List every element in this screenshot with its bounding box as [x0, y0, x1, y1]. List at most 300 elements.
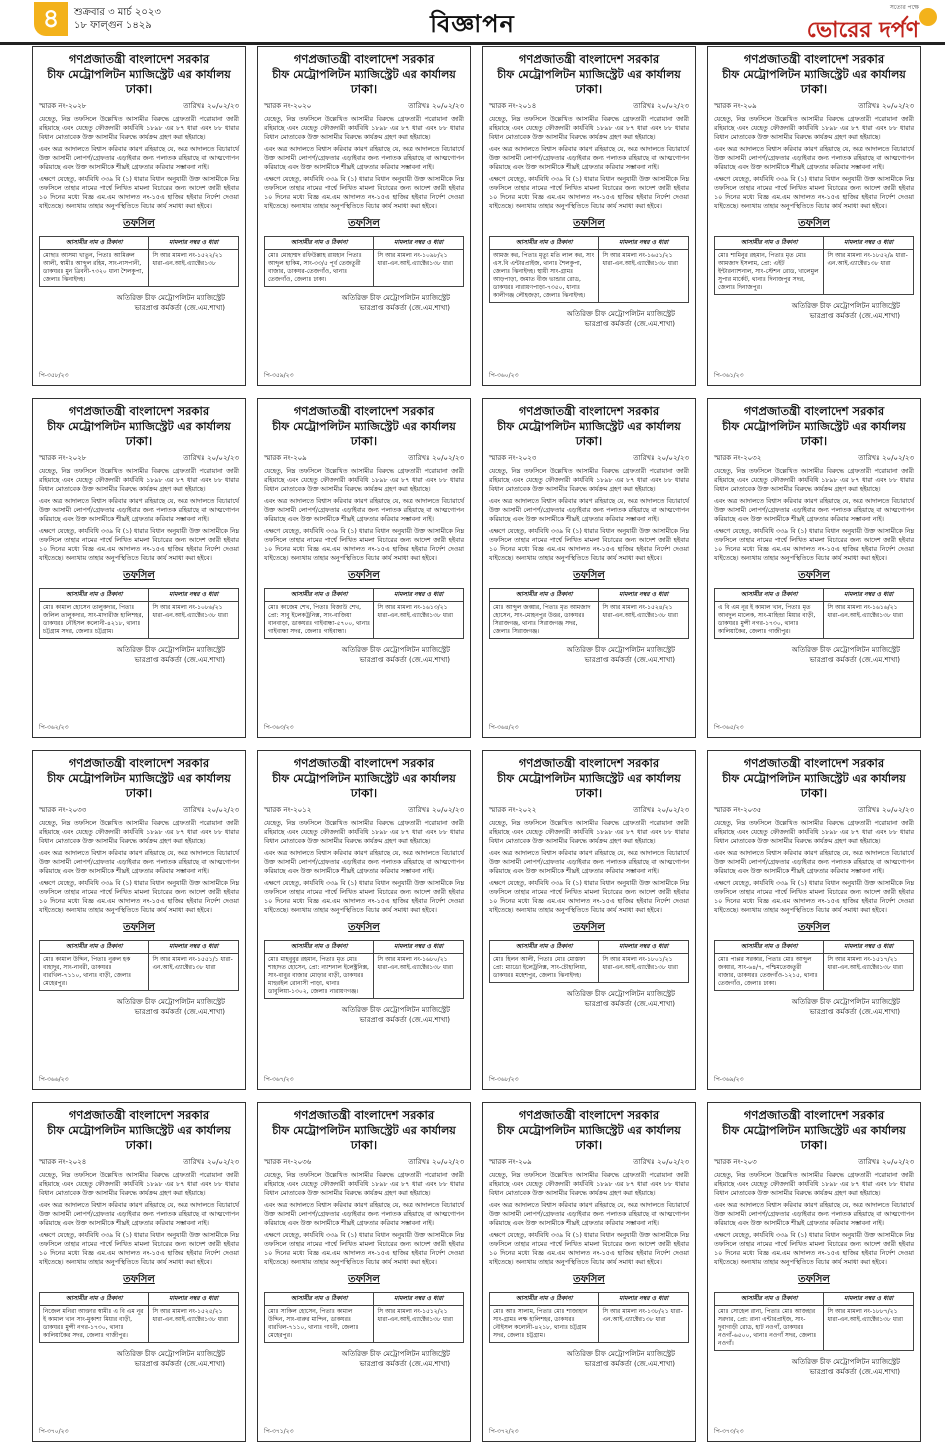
notice-card	[257, 1102, 471, 1442]
table-row	[715, 954, 914, 991]
signature-officer: ভারপ্রাপ্ত কর্মকর্তা (জে.এম.শাখা)	[134, 304, 225, 312]
signature-title: অতিরিক্ত চীফ মেট্রোপলিটন ম্যাজিস্ট্রেট	[116, 646, 225, 654]
notice-para-2: এবং অত্র আদালতে বিশ্বাস করিবার কারণ রহিয়াছে যে, অত্র আদালতে বিচারার্থে উক্ত আসামী লোপর্ণ/গ্রেফতার এড়াইবার জন্য পলাতক রহিয়াছে বা আত্মগোপন করিয়াছে এবং উক্ত আসামীকে শীঘ্রই গ্রেফতার করিবার সম্ভাবনা নাই।	[714, 498, 914, 523]
notice-office: চীফ মেট্রোপলিটন ম্যাজিস্ট্রেট এর কার্যালয়	[722, 772, 906, 785]
accused-details: মোঃ মাহবুবুর রহমান, পিতাঃ মৃত মোঃ শাহাদত হোসেন, প্রো: ন্যাশনাল ইলেক্ট্রনিক্স, সাং-বাবুর বাজার মোড়ার বাড়ী, ডাকঘরঃ মাহুরইল রোনাসী পাড়া, থানাঃ ডাবুলিয়া-১৩০২, জেলাঃ নারায়ণগঞ্জ।	[265, 954, 374, 999]
case-details: সি আর মামলা নং-১৮৫২/৯ ধারা-এন.আই.এ্যাক্টের১৩৮ ধারা	[824, 250, 914, 295]
notice-para-2: এবং অত্র আদালতে বিশ্বাস করিবার কারণ রহিয়াছে যে, অত্র আদালতে বিচারার্থে উক্ত আসামী লোপর্ণ/গ্রেফতার এড়াইবার জন্য পলাতক রহিয়াছে বা আত্মগোপন করিয়াছে এবং উক্ত আসামীকে শীঘ্রই গ্রেফতার করিবার সম্ভাবনা নাই।	[714, 146, 914, 171]
table-header-row	[715, 237, 914, 250]
notice-card	[707, 750, 921, 1090]
accused-details: মোঃ মোহাম্মদ রফিউল্লাহ রায়হান পিতাঃ আব্দুল হাকিম, সাং-৩৩/৫ পূর্ব তেজতুরী বাজার, ডাকঘর-তেজগাঁও, থানাঃ তেজগাঁও, জেলাঃ ঢাকা।	[265, 250, 374, 287]
case-details: সি আর মামলা নং-১০৯৮/২১ ধারা-এন.আই.এ্যাক্টের১৩৮ ধারা	[374, 250, 464, 287]
signature-block	[714, 301, 914, 321]
notice-para-2: এবং অত্র আদালতে বিশ্বাস করিবার কারণ রহিয়াছে যে, অত্র আদালতে বিচারার্থে উক্ত আসামী লোপর্ণ/গ্রেফতার এড়াইবার জন্য পলাতক রহিয়াছে বা আত্মগোপন করিয়াছে এবং উক্ত আসামীকে শীঘ্রই গ্রেফতার করিবার সম্ভাবনা নাই।	[39, 1202, 239, 1227]
table-row	[40, 954, 239, 991]
signature-title: অতিরিক্ত চীফ মেট্রোপলিটন ম্যাজিস্ট্রেট	[791, 302, 900, 310]
notice-city: ঢাকা।	[125, 1138, 153, 1152]
table-header-row	[490, 1293, 689, 1306]
date-gregorian: শুক্রবার ৩ মার্চ ২০২৩	[74, 7, 161, 18]
table-row	[490, 954, 689, 983]
col-case: মামলার নম্বর ও ধারা	[374, 589, 464, 602]
notice-date: তারিখঃ ২০/০২/২৩	[183, 1158, 239, 1166]
schedule-table	[489, 1292, 689, 1343]
col-case: মামলার নম্বর ও ধারা	[374, 237, 464, 250]
col-accused: আসামীর নাম ও ঠিকানা	[490, 941, 599, 954]
notice-ref: স্মারক নং-২০২০	[264, 102, 312, 110]
notice-office: চীফ মেট্রোপলিটন ম্যাজিস্ট্রেট এর কার্যালয়	[272, 68, 456, 81]
case-details: সি আর মামলা নং-১৫২৪/২১ ধারা-এন.আই.এ্যাক্টের১৩৮ ধারা	[599, 602, 689, 639]
table-row	[265, 1306, 464, 1343]
col-case: মামলার নম্বর ও ধারা	[149, 589, 239, 602]
notice-para-1: যেহেতু, নিম্ন তফসিলে উল্লেখিত আসামীর বিরুদ্ধে গ্রেফতারী পরোয়ানা জারী রহিয়াছে এবং যেহেতু ফৌজদারী কার্যবিধি ১৮৯৮ এর ৮৭ ধারা এবং ৮৮ ধারার বিধান মোতাবেক উক্ত আসামীর বিরুদ্ধে কার্যক্রম গ্রহণ করা হইয়াছে।	[264, 116, 464, 141]
signature-title: অতিরিক্ত চীফ মেট্রোপলিটন ম্যাজিস্ট্রেট	[791, 646, 900, 654]
notice-card	[707, 398, 921, 738]
col-accused: আসামীর নাম ও ঠিকানা	[715, 237, 824, 250]
schedule-heading: তফসিল	[348, 1274, 380, 1285]
col-case: মামলার নম্বর ও ধারা	[599, 1293, 689, 1306]
notice-gov: গণপ্রজাতন্ত্রী বাংলাদেশ সরকার	[518, 1108, 660, 1122]
signature-title: অতিরিক্ত চীফ মেট্রোপলিটন ম্যাজিস্ট্রেট	[116, 294, 225, 302]
notice-office: চীফ মেট্রোপলিটন ম্যাজিস্ট্রেট এর কার্যালয়	[47, 772, 231, 785]
notice-para-1: যেহেতু, নিম্ন তফসিলে উল্লেখিত আসামীর বিরুদ্ধে গ্রেফতারী পরোয়ানা জারী রহিয়াছে এবং যেহেতু ফৌজদারী কার্যবিধি ১৮৯৮ এর ৮৭ ধারা এবং ৮৮ ধারার বিধান মোতাবেক উক্ত আসামীর বিরুদ্ধে কার্যক্রম গ্রহণ করা হইয়াছে।	[489, 116, 689, 141]
signature-block	[264, 1005, 464, 1025]
table-row	[40, 602, 239, 639]
col-accused: আসামীর নাম ও ঠিকানা	[40, 941, 149, 954]
notice-gov: গণপ্রজাতন্ত্রী বাংলাদেশ সরকার	[293, 1108, 435, 1122]
notice-para-3: এক্ষণে যেহেতু, কার্যবিধি ৩৩৯ বি (১) ধারার বিধান অনুযায়ী উক্ত আসামীকে নিম্ন তফসিলে তাহার নামের পার্শ্বে লিখিত মামলা বিচারের জন্য আদেশ জারী হইবার ১০ দিনের মধ্যে বিজ্ঞ এম.এম আদালত নং-১৫এ হাজির হইবার নির্দেশ দেওয়া যাইতেছে। অন্যথায় তাহার অনুপস্থিতিতে বিচার কার্য সমাধা করা হইবে।	[489, 1232, 689, 1266]
signature-block	[714, 645, 914, 665]
notice-para-2: এবং অত্র আদালতে বিশ্বাস করিবার কারণ রহিয়াছে যে, অত্র আদালতে বিচারার্থে উক্ত আসামী লোপর্ণ/গ্রেফতার এড়াইবার জন্য পলাতক রহিয়াছে বা আত্মগোপন করিয়াছে এবং উক্ত আসামীকে শীঘ্রই গ্রেফতার করিবার সম্ভাবনা নাই।	[264, 850, 464, 875]
notice-para-2: এবং অত্র আদালতে বিশ্বাস করিবার কারণ রহিয়াছে যে, অত্র আদালতে বিচারার্থে উক্ত আসামী লোপর্ণ/গ্রেফতার এড়াইবার জন্য পলাতক রহিয়াছে বা আত্মগোপন করিয়াছে এবং উক্ত আসামীকে শীঘ্রই গ্রেফতার করিবার সম্ভাবনা নাই।	[489, 850, 689, 875]
table-header-row	[715, 589, 914, 602]
notice-para-1: যেহেতু, নিম্ন তফসিলে উল্লেখিত আসামীর বিরুদ্ধে গ্রেফতারী পরোয়ানা জারী রহিয়াছে এবং যেহেতু ফৌজদারী কার্যবিধি ১৮৯৮ এর ৮৭ ধারা এবং ৮৮ ধারার বিধান মোতাবেক উক্ত আসামীর বিরুদ্ধে কার্যক্রম গ্রহণ করা হইয়াছে।	[264, 820, 464, 845]
case-details: সি আর মামলা নং-১৫৫১/১ ধারা-এন.আই.এ্যাক্টের১৩৮ ধারা	[149, 954, 239, 991]
accused-details: আমজ কর, পিতাঃ মৃত্যু মতি লাল কর, সাং এস.বি এন্টারপ্রাইজ, থানাঃ শৈলকুপা, জেলাঃ ঝিনাইদহ। স্থায়ী সাং-গ্রামঃ আড়পাড়া, জমাত বীজ ভান্ডার রোড, ডাকঘরঃ নারায়ণপাড়া-৭৩৫০, ধানাঃ কালীগঞ্জ লৌহজড়া, জেলাঃ ঝিনাইদহ।	[490, 250, 599, 303]
table-row	[490, 1306, 689, 1343]
notice-ref-row	[39, 100, 239, 112]
notice-gov: গণপ্রজাতন্ত্রী বাংলাদেশ সরকার	[293, 404, 435, 418]
notice-card	[707, 46, 921, 386]
signature-block	[714, 997, 914, 1017]
notice-code: পি-৩৭২/২৩	[489, 1428, 519, 1435]
notice-office: চীফ মেট্রোপলিটন ম্যাজিস্ট্রেট এর কার্যালয়	[497, 772, 681, 785]
notice-para-1: যেহেতু, নিম্ন তফসিলে উল্লেখিত আসামীর বিরুদ্ধে গ্রেফতারী পরোয়ানা জারী রহিয়াছে এবং যেহেতু ফৌজদারী কার্যবিধি ১৮৯৮ এর ৮৭ ধারা এবং ৮৮ ধারার বিধান মোতাবেক উক্ত আসামীর বিরুদ্ধে কার্যক্রম গ্রহণ করা হইয়াছে।	[39, 116, 239, 141]
notice-office: চীফ মেট্রোপলিটন ম্যাজিস্ট্রেট এর কার্যালয়	[272, 420, 456, 433]
accused-details: মোঃ সোহেল রানা, পিতাঃ মোঃ আজহার সরদার, প্রো: রানা এন্টারপ্রাইজ, সাং-দুবাগাড়ী রোড, হাট নওগাঁ, ডাকঘরঃ নওগাঁ-৬৫০০, থানাঃ নওগাঁ সদর, জেলাঃ নওগাঁ।	[715, 1306, 824, 1351]
signature-block	[264, 1349, 464, 1369]
signature-block	[489, 1349, 689, 1369]
accused-details: নিজেল মনিরা আক্তার স্বামীঃ এ বি এম নূর ই কামাল খান সাং-মুকাশা মিয়ার বাড়ী, ডাকঘরঃ মুন্সী নগর-১৭৩০, থানাঃ কালিয়াকৈর সদর, জেলাঃ গাজীপুর।	[40, 1306, 149, 1343]
notice-ref: স্মারক নং-২০৩	[714, 1158, 757, 1166]
signature-officer: ভারপ্রাপ্ত কর্মকর্তা (জে.এম.শাখা)	[134, 1360, 225, 1368]
section-title: বিজ্ঞাপন	[430, 10, 515, 38]
table-row	[40, 1306, 239, 1343]
notice-date: তারিখঃ ২০/০২/২৩	[633, 102, 689, 110]
schedule-heading: তফসিল	[348, 218, 380, 229]
notice-para-2: এবং অত্র আদালতে বিশ্বাস করিবার কারণ রহিয়াছে যে, অত্র আদালতে বিচারার্থে উক্ত আসামী লোপর্ণ/গ্রেফতার এড়াইবার জন্য পলাতক রহিয়াছে বা আত্মগোপন করিয়াছে এবং উক্ত আসামীকে শীঘ্রই গ্রেফতার করিবার সম্ভাবনা নাই।	[489, 146, 689, 171]
notice-date: তারিখঃ ২০/০২/২৩	[183, 102, 239, 110]
notice-para-3: এক্ষণে যেহেতু, কার্যবিধি ৩৩৯ বি (১) ধারার বিধান অনুযায়ী উক্ত আসামীকে নিম্ন তফসিলে তাহার নামের পার্শ্বে লিখিত মামলা বিচারের জন্য আদেশ জারী হইবার ১০ দিনের মধ্যে বিজ্ঞ এম.এম আদালত নং-১৫এ হাজির হইবার নির্দেশ দেওয়া যাইতেছে। অন্যথায় তাহার অনুপস্থিতিতে বিচার কার্য সমাধা করা হইবে।	[489, 528, 689, 562]
notice-card	[482, 750, 696, 1090]
accused-details: মোঃ আঃ সালাম, পিতাঃ মোঃ শাজাহান সাং-গ্রামঃ লক্ষ হালিশহর, ডাকঘরঃ নৌইসল কলোনী-৪২১৮, থানাঃ চট্টগ্রাম সদর, জেলাঃ চট্টগ্রাম।	[490, 1306, 599, 1343]
notice-card	[32, 1102, 246, 1442]
schedule-table	[714, 1292, 914, 1351]
notice-date: তারিখঃ ২০/০২/২৩	[858, 1158, 914, 1166]
accused-details: মোঃ হিলন আলী, পিতাঃ মোঃ মোস্তফা প্রো: ম্যাডো ইলেট্রনিক্স, সাং-চৌহালিয়া, ডাকঘরঃ মহেশপুর, জেলাঃ ঝিনাইদহ।	[490, 954, 599, 983]
notice-office: চীফ মেট্রোপলিটন ম্যাজিস্ট্রেট এর কার্যালয়	[47, 420, 231, 433]
table-header-row	[40, 589, 239, 602]
col-case: মামলার নম্বর ও ধারা	[149, 237, 239, 250]
notice-date: তারিখঃ ২০/০২/২৩	[408, 454, 464, 462]
notice-gov: গণপ্রজাতন্ত্রী বাংলাদেশ সরকার	[743, 1108, 885, 1122]
notice-para-2: এবং অত্র আদালতে বিশ্বাস করিবার কারণ রহিয়াছে যে, অত্র আদালতে বিচারার্থে উক্ত আসামী লোপর্ণ/গ্রেফতার এড়াইবার জন্য পলাতক রহিয়াছে বা আত্মগোপন করিয়াছে এবং উক্ত আসামীকে শীঘ্রই গ্রেফতার করিবার সম্ভাবনা নাই।	[264, 498, 464, 523]
notice-ref-row	[489, 452, 689, 464]
notice-card	[32, 398, 246, 738]
signature-block	[264, 645, 464, 665]
notice-city: ঢাকা।	[125, 786, 153, 800]
notice-para-1: যেহেতু, নিম্ন তফসিলে উল্লেখিত আসামীর বিরুদ্ধে গ্রেফতারী পরোয়ানা জারী রহিয়াছে এবং যেহেতু ফৌজদারী কার্যবিধি ১৮৯৮ এর ৮৭ ধারা এবং ৮৮ ধারার বিধান মোতাবেক উক্ত আসামীর বিরুদ্ধে কার্যক্রম গ্রহণ করা হইয়াছে।	[489, 468, 689, 493]
notice-ref: স্মারক নং-২০২২	[489, 806, 537, 814]
schedule-table	[39, 236, 239, 287]
schedule-heading: তফসিল	[573, 1274, 605, 1285]
notice-ref: স্মারক নং-২০৯	[714, 102, 757, 110]
signature-block	[264, 293, 464, 313]
notice-gov: গণপ্রজাতন্ত্রী বাংলাদেশ সরকার	[293, 756, 435, 770]
signature-title: অতিরিক্ত চীফ মেট্রোপলিটন ম্যাজিস্ট্রেট	[791, 998, 900, 1006]
accused-details: এ বি এম নূর ই কামাল খান, পিতাঃ মৃত আবদুল মালেক, সাং-মাহিন্দ্রা মিয়ার বাড়ী, ডাকঘরঃ মুন্সী নগর-১৭৩০, থানাঃ কালিয়াকৈর, জেলাঃ গাজীপুর।	[715, 602, 824, 639]
case-details: সি আর মামলা নং-১৫১৭/২১ ধারা-এন.আই.এ্যাক্টের১৩৮ ধারা	[824, 954, 914, 991]
notice-date: তারিখঃ ২০/০২/২৩	[183, 806, 239, 814]
schedule-table	[39, 588, 239, 639]
col-accused: আসামীর নাম ও ঠিকানা	[265, 589, 374, 602]
notice-ref: স্মারক নং-২০২৪	[39, 1158, 87, 1166]
table-header-row	[265, 1293, 464, 1306]
notice-office: চীফ মেট্রোপলিটন ম্যাজিস্ট্রেট এর কার্যালয়	[272, 1124, 456, 1137]
signature-title: অতিরিক্ত চীফ মেট্রোপলিটন ম্যাজিস্ট্রেট	[341, 294, 450, 302]
table-row	[265, 602, 464, 639]
notice-gov: গণপ্রজাতন্ত্রী বাংলাদেশ সরকার	[68, 756, 210, 770]
signature-officer: ভারপ্রাপ্ত কর্মকর্তা (জে.এম.শাখা)	[584, 320, 675, 328]
schedule-table	[489, 236, 689, 303]
col-accused: আসামীর নাম ও ঠিকানা	[40, 589, 149, 602]
notice-code: পি-৩৬১/২৩	[714, 372, 744, 379]
notice-code: পি-৩৬২/২৩	[39, 724, 69, 731]
notice-para-3: এক্ষণে যেহেতু, কার্যবিধি ৩৩৯ বি (১) ধারার বিধান অনুযায়ী উক্ত আসামীকে নিম্ন তফসিলে তাহার নামের পার্শ্বে লিখিত মামলা বিচারের জন্য আদেশ জারী হইবার ১০ দিনের মধ্যে বিজ্ঞ এম.এম আদালত নং-১৫এ হাজির হইবার নির্দেশ দেওয়া যাইতেছে। অন্যথায় তাহার অনুপস্থিতিতে বিচার কার্য সমাধা করা হইবে।	[39, 1232, 239, 1266]
schedule-table	[714, 588, 914, 639]
notice-office: চীফ মেট্রোপলিটন ম্যাজিস্ট্রেট এর কার্যালয়	[272, 772, 456, 785]
schedule-heading: তফসিল	[798, 570, 830, 581]
schedule-table	[39, 940, 239, 991]
table-header-row	[490, 237, 689, 250]
accused-details: মোঃ আব্দুল জব্বার, পিতাঃ মৃত আমজাদ হোসেন, সাং-মোহনপুর উত্তর, ডাকঘরঃ সিরাজগঞ্জ, থানাঃ সিরাজগঞ্জ সদর, জেলাঃ সিরাজগঞ্জ।	[490, 602, 599, 639]
notice-para-3: এক্ষণে যেহেতু, কার্যবিধি ৩৩৯ বি (১) ধারার বিধান অনুযায়ী উক্ত আসামীকে নিম্ন তফসিলে তাহার নামের পার্শ্বে লিখিত মামলা বিচারের জন্য আদেশ জারী হইবার ১০ দিনের মধ্যে বিজ্ঞ এম.এম আদালত নং-১৫এ হাজির হইবার নির্দেশ দেওয়া যাইতেছে। অন্যথায় তাহার অনুপস্থিতিতে বিচার কার্য সমাধা করা হইবে।	[489, 176, 689, 210]
notice-para-1: যেহেতু, নিম্ন তফসিলে উল্লেখিত আসামীর বিরুদ্ধে গ্রেফতারী পরোয়ানা জারী রহিয়াছে এবং যেহেতু ফৌজদারী কার্যবিধি ১৮৯৮ এর ৮৭ ধারা এবং ৮৮ ধারার বিধান মোতাবেক উক্ত আসামীর বিরুদ্ধে কার্যক্রম গ্রহণ করা হইয়াছে।	[39, 820, 239, 845]
table-header-row	[40, 237, 239, 250]
notice-para-3: এক্ষণে যেহেতু, কার্যবিধি ৩৩৯ বি (১) ধারার বিধান অনুযায়ী উক্ত আসামীকে নিম্ন তফসিলে তাহার নামের পার্শ্বে লিখিত মামলা বিচারের জন্য আদেশ জারী হইবার ১০ দিনের মধ্যে বিজ্ঞ এম.এম আদালত নং-১৫এ হাজির হইবার নির্দেশ দেওয়া যাইতেছে। অন্যথায় তাহার অনুপস্থিতিতে বিচার কার্য সমাধা করা হইবে।	[264, 528, 464, 562]
signature-officer: ভারপ্রাপ্ত কর্মকর্তা (জে.এম.শাখা)	[359, 1360, 450, 1368]
case-details: সি আর মামলা নং-১৫১২/২১ ধারা-এন.আই.এ্যাক্টের১৩৮ ধারা	[374, 1306, 464, 1343]
notice-para-1: যেহেতু, নিম্ন তফসিলে উল্লেখিত আসামীর বিরুদ্ধে গ্রেফতারী পরোয়ানা জারী রহিয়াছে এবং যেহেতু ফৌজদারী কার্যবিধি ১৮৯৮ এর ৮৭ ধারা এবং ৮৮ ধারার বিধান মোতাবেক উক্ত আসামীর বিরুদ্ধে কার্যক্রম গ্রহণ করা হইয়াছে।	[264, 1172, 464, 1197]
notice-gov: গণপ্রজাতন্ত্রী বাংলাদেশ সরকার	[68, 1108, 210, 1122]
notice-date: তারিখঃ ২০/০২/২৩	[858, 806, 914, 814]
notice-para-2: এবং অত্র আদালতে বিশ্বাস করিবার কারণ রহিয়াছে যে, অত্র আদালতে বিচারার্থে উক্ত আসামী লোপর্ণ/গ্রেফতার এড়াইবার জন্য পলাতক রহিয়াছে বা আত্মগোপন করিয়াছে এবং উক্ত আসামীকে শীঘ্রই গ্রেফতার করিবার সম্ভাবনা নাই।	[489, 498, 689, 523]
col-accused: আসামীর নাম ও ঠিকানা	[715, 1293, 824, 1306]
signature-block	[39, 645, 239, 665]
case-details: সি আর মামলা নং-১৬৫১/২১ ধারা-এন.আই.এ্যাক্টের১৩৮ ধারা	[599, 250, 689, 303]
notice-card	[482, 46, 696, 386]
notice-date: তারিখঃ ২০/০২/২৩	[633, 454, 689, 462]
notice-para-2: এবং অত্র আদালতে বিশ্বাস করিবার কারণ রহিয়াছে যে, অত্র আদালতে বিচারার্থে উক্ত আসামী লোপর্ণ/গ্রেফতার এড়াইবার জন্য পলাতক রহিয়াছে বা আত্মগোপন করিয়াছে এবং উক্ত আসামীকে শীঘ্রই গ্রেফতার করিবার সম্ভাবনা নাই।	[39, 146, 239, 171]
col-accused: আসামীর নাম ও ঠিকানা	[40, 237, 149, 250]
schedule-heading: তফসিল	[123, 1274, 155, 1285]
table-header-row	[265, 237, 464, 250]
notice-para-2: এবং অত্র আদালতে বিশ্বাস করিবার কারণ রহিয়াছে যে, অত্র আদালতে বিচারার্থে উক্ত আসামী লোপর্ণ/গ্রেফতার এড়াইবার জন্য পলাতক রহিয়াছে বা আত্মগোপন করিয়াছে এবং উক্ত আসামীকে শীঘ্রই গ্রেফতার করিবার সম্ভাবনা নাই।	[264, 146, 464, 171]
notice-ref-row	[714, 804, 914, 816]
notice-ref-row	[39, 452, 239, 464]
notice-code: পি-৩৫৯/২৩	[264, 372, 294, 379]
case-details: সি আর মামলা নং-১৮৮৭/২১ ধারা-এন.আই.এ্যাক্টের১৩৮ ধারা	[824, 1306, 914, 1351]
signature-officer: ভারপ্রাপ্ত কর্মকর্তা (জে.এম.শাখা)	[809, 312, 900, 320]
notice-para-2: এবং অত্র আদালতে বিশ্বাস করিবার কারণ রহিয়াছে যে, অত্র আদালতে বিচারার্থে উক্ত আসামী লোপর্ণ/গ্রেফতার এড়াইবার জন্য পলাতক রহিয়াছে বা আত্মগোপন করিয়াছে এবং উক্ত আসামীকে শীঘ্রই গ্রেফতার করিবার সম্ভাবনা নাই।	[714, 850, 914, 875]
case-details: সি আর মামলা নং-১৮০১/২১ ধারা-এন.আই.এ্যাক্টের১৩৮ ধারা	[599, 954, 689, 983]
schedule-heading: তফসিল	[123, 570, 155, 581]
schedule-table	[264, 940, 464, 999]
col-case: মামলার নম্বর ও ধারা	[824, 1293, 914, 1306]
notice-grid	[32, 46, 922, 1442]
notice-city: ঢাকা।	[575, 82, 603, 96]
notice-para-2: এবং অত্র আদালতে বিশ্বাস করিবার কারণ রহিয়াছে যে, অত্র আদালতে বিচারার্থে উক্ত আসামী লোপর্ণ/গ্রেফতার এড়াইবার জন্য পলাতক রহিয়াছে বা আত্মগোপন করিয়াছে এবং উক্ত আসামীকে শীঘ্রই গ্রেফতার করিবার সম্ভাবনা নাই।	[39, 498, 239, 523]
accused-details: মোঃ সাকিল হোসেন, পিতাঃ কামাল উদ্দিন, সাং-বারুর মান্দিন, ডাকঘরঃ বারখিল-৭১১০, থানাঃ গাংনী, জেলাঃ মেহেরপুর।	[265, 1306, 374, 1343]
notice-para-1: যেহেতু, নিম্ন তফসিলে উল্লেখিত আসামীর বিরুদ্ধে গ্রেফতারী পরোয়ানা জারী রহিয়াছে এবং যেহেতু ফৌজদারী কার্যবিধি ১৮৯৮ এর ৮৭ ধারা এবং ৮৮ ধারার বিধান মোতাবেক উক্ত আসামীর বিরুদ্ধে কার্যক্রম গ্রহণ করা হইয়াছে।	[714, 1172, 914, 1197]
case-details: সি আর মামলা নং-১০৮৬/২১ ধারা-এন.আই.এ্যাক্টের১৩৮ ধারা	[149, 602, 239, 639]
notice-ref: স্মারক নং-২০৯	[264, 454, 307, 462]
notice-card	[257, 750, 471, 1090]
notice-ref-row	[489, 1156, 689, 1168]
notice-code: পি-৩৭৩/২৩	[714, 1428, 744, 1435]
notice-code: পি-৩৬৯/২৩	[714, 1076, 744, 1083]
signature-title: অতিরিক্ত চীফ মেট্রোপলিটন ম্যাজিস্ট্রেট	[341, 1006, 450, 1014]
notice-city: ঢাকা।	[350, 434, 378, 448]
table-row	[265, 250, 464, 287]
table-header-row	[490, 589, 689, 602]
notice-city: ঢাকা।	[800, 1138, 828, 1152]
notice-para-3: এক্ষণে যেহেতু, কার্যবিধি ৩৩৯ বি (১) ধারার বিধান অনুযায়ী উক্ত আসামীকে নিম্ন তফসিলে তাহার নামের পার্শ্বে লিখিত মামলা বিচারের জন্য আদেশ জারী হইবার ১০ দিনের মধ্যে বিজ্ঞ এম.এম আদালত নং-১৫এ হাজির হইবার নির্দেশ দেওয়া যাইতেছে। অন্যথায় তাহার অনুপস্থিতিতে বিচার কার্য সমাধা করা হইবে।	[714, 176, 914, 210]
col-case: মামলার নম্বর ও ধারা	[599, 237, 689, 250]
table-header-row	[715, 1293, 914, 1306]
notice-city: ঢাকা।	[350, 82, 378, 96]
notice-ref: স্মারক নং-২০২৮	[39, 102, 87, 110]
notice-ref: স্মারক নং-২০২৩	[489, 454, 537, 462]
signature-officer: ভারপ্রাপ্ত কর্মকর্তা (জে.এম.শাখা)	[134, 1008, 225, 1016]
signature-title: অতিরিক্ত চীফ মেট্রোপলিটন ম্যাজিস্ট্রেট	[566, 310, 675, 318]
logo-tagline: সত্যের পক্ষে	[889, 4, 919, 11]
col-case: মামলার নম্বর ও ধারা	[374, 1293, 464, 1306]
notice-gov: গণপ্রজাতন্ত্রী বাংলাদেশ সরকার	[743, 404, 885, 418]
table-row	[490, 602, 689, 639]
notice-para-3: এক্ষণে যেহেতু, কার্যবিধি ৩৩৯ বি (১) ধারার বিধান অনুযায়ী উক্ত আসামীকে নিম্ন তফসিলে তাহার নামের পার্শ্বে লিখিত মামলা বিচারের জন্য আদেশ জারী হইবার ১০ দিনের মধ্যে বিজ্ঞ এম.এম আদালত নং-১৫এ হাজির হইবার নির্দেশ দেওয়া যাইতেছে। অন্যথায় তাহার অনুপস্থিতিতে বিচার কার্য সমাধা করা হইবে।	[264, 176, 464, 210]
col-case: মামলার নম্বর ও ধারা	[599, 941, 689, 954]
table-row	[265, 954, 464, 999]
signature-block	[39, 293, 239, 313]
notice-card	[482, 398, 696, 738]
notice-ref: স্মারক নং-২০৩৩	[39, 806, 87, 814]
notice-para-1: যেহেতু, নিম্ন তফসিলে উল্লেখিত আসামীর বিরুদ্ধে গ্রেফতারী পরোয়ানা জারী রহিয়াছে এবং যেহেতু ফৌজদারী কার্যবিধি ১৮৯৮ এর ৮৭ ধারা এবং ৮৮ ধারার বিধান মোতাবেক উক্ত আসামীর বিরুদ্ধে কার্যক্রম গ্রহণ করা হইয়াছে।	[39, 1172, 239, 1197]
col-accused: আসামীর নাম ও ঠিকানা	[715, 589, 824, 602]
signature-officer: ভারপ্রাপ্ত কর্মকর্তা (জে.এম.শাখা)	[134, 656, 225, 664]
table-row	[490, 250, 689, 303]
signature-block	[714, 1357, 914, 1377]
notice-city: ঢাকা।	[350, 786, 378, 800]
schedule-table	[489, 940, 689, 983]
notice-gov: গণপ্রজাতন্ত্রী বাংলাদেশ সরকার	[743, 52, 885, 66]
notice-office: চীফ মেট্রোপলিটন ম্যাজিস্ট্রেট এর কার্যালয়	[47, 1124, 231, 1137]
signature-officer: ভারপ্রাপ্ত কর্মকর্তা (জে.এম.শাখা)	[809, 656, 900, 664]
signature-title: অতিরিক্ত চীফ মেট্রোপলিটন ম্যাজিস্ট্রেট	[566, 990, 675, 998]
col-case: মামলার নম্বর ও ধারা	[599, 589, 689, 602]
schedule-heading: তফসিল	[348, 922, 380, 933]
notice-office: চীফ মেট্রোপলিটন ম্যাজিস্ট্রেট এর কার্যালয়	[722, 68, 906, 81]
schedule-table	[264, 588, 464, 639]
table-row	[715, 602, 914, 639]
table-header-row	[490, 941, 689, 954]
table-row	[715, 1306, 914, 1351]
signature-title: অতিরিক্ত চীফ মেট্রোপলিটন ম্যাজিস্ট্রেট	[341, 1350, 450, 1358]
notice-city: ঢাকা।	[575, 434, 603, 448]
notice-para-1: যেহেতু, নিম্ন তফসিলে উল্লেখিত আসামীর বিরুদ্ধে গ্রেফতারী পরোয়ানা জারী রহিয়াছে এবং যেহেতু ফৌজদারী কার্যবিধি ১৮৯৮ এর ৮৭ ধারা এবং ৮৮ ধারার বিধান মোতাবেক উক্ত আসামীর বিরুদ্ধে কার্যক্রম গ্রহণ করা হইয়াছে।	[714, 820, 914, 845]
notice-city: ঢাকা।	[350, 1138, 378, 1152]
notice-ref: স্মারক নং-২০৩২	[714, 454, 762, 462]
notice-gov: গণপ্রজাতন্ত্রী বাংলাদেশ সরকার	[743, 756, 885, 770]
table-header-row	[40, 941, 239, 954]
schedule-heading: তফসিল	[123, 922, 155, 933]
col-case: মামলার নম্বর ও ধারা	[149, 1293, 239, 1306]
col-case: মামলার নম্বর ও ধারা	[824, 941, 914, 954]
col-case: মামলার নম্বর ও ধারা	[824, 237, 914, 250]
notice-para-3: এক্ষণে যেহেতু, কার্যবিধি ৩৩৯ বি (১) ধারার বিধান অনুযায়ী উক্ত আসামীকে নিম্ন তফসিলে তাহার নামের পার্শ্বে লিখিত মামলা বিচারের জন্য আদেশ জারী হইবার ১০ দিনের মধ্যে বিজ্ঞ এম.এম আদালত নং-১৫এ হাজির হইবার নির্দেশ দেওয়া যাইতেছে। অন্যথায় তাহার অনুপস্থিতিতে বিচার কার্য সমাধা করা হইবে।	[714, 1232, 914, 1266]
notice-ref-row	[39, 804, 239, 816]
notice-office: চীফ মেট্রোপলিটন ম্যাজিস্ট্রেট এর কার্যালয়	[722, 1124, 906, 1137]
notice-gov: গণপ্রজাতন্ত্রী বাংলাদেশ সরকার	[68, 52, 210, 66]
sun-logo-icon	[919, 8, 937, 26]
notice-para-3: এক্ষণে যেহেতু, কার্যবিধি ৩৩৯ বি (১) ধারার বিধান অনুযায়ী উক্ত আসামীকে নিম্ন তফসিলে তাহার নামের পার্শ্বে লিখিত মামলা বিচারের জন্য আদেশ জারী হইবার ১০ দিনের মধ্যে বিজ্ঞ এম.এম আদালত নং-১৫এ হাজির হইবার নির্দেশ দেওয়া যাইতেছে। অন্যথায় তাহার অনুপস্থিতিতে বিচার কার্য সমাধা করা হইবে।	[489, 880, 689, 914]
signature-block	[39, 1349, 239, 1369]
notice-card	[257, 398, 471, 738]
signature-block	[489, 645, 689, 665]
notice-para-2: এবং অত্র আদালতে বিশ্বাস করিবার কারণ রহিয়াছে যে, অত্র আদালতে বিচারার্থে উক্ত আসামী লোপর্ণ/গ্রেফতার এড়াইবার জন্য পলাতক রহিয়াছে বা আত্মগোপন করিয়াছে এবং উক্ত আসামীকে শীঘ্রই গ্রেফতার করিবার সম্ভাবনা নাই।	[264, 1202, 464, 1227]
case-details: সি আর মামলা নং-১৬৮০/২১ ধারা-এন.আই.এ্যাক্টের১৩৮ ধারা	[374, 954, 464, 999]
col-accused: আসামীর নাম ও ঠিকানা	[265, 237, 374, 250]
schedule-heading: তফসিল	[348, 570, 380, 581]
case-details: সি আর মামলা নং-১৬১৩/২১ ধারা-এন.আই.এ্যাক্টের১৩৮ ধারা	[374, 602, 464, 639]
notice-card	[257, 46, 471, 386]
notice-para-2: এবং অত্র আদালতে বিশ্বাস করিবার কারণ রহিয়াছে যে, অত্র আদালতে বিচারার্থে উক্ত আসামী লোপর্ণ/গ্রেফতার এড়াইবার জন্য পলাতক রহিয়াছে বা আত্মগোপন করিয়াছে এবং উক্ত আসামীকে শীঘ্রই গ্রেফতার করিবার সম্ভাবনা নাই।	[714, 1202, 914, 1227]
notice-city: ঢাকা।	[575, 1138, 603, 1152]
notice-city: ঢাকা।	[800, 82, 828, 96]
notice-date: তারিখঃ ২০/০২/২৩	[858, 454, 914, 462]
signature-officer: ভারপ্রাপ্ত কর্মকর্তা (জে.এম.শাখা)	[584, 656, 675, 664]
signature-title: অতিরিক্ত চীফ মেট্রোপলিটন ম্যাজিস্ট্রেট	[566, 646, 675, 654]
notice-ref-row	[714, 100, 914, 112]
date-bangla: ১৮ ফাল্গুন ১৪২৯	[74, 20, 152, 31]
col-case: মামলার নম্বর ও ধারা	[374, 941, 464, 954]
page-header	[0, 0, 945, 45]
notice-code: পি-৩৬০/২৩	[489, 372, 519, 379]
notice-code: পি-৩৫৮/২৩	[39, 372, 69, 379]
signature-officer: ভারপ্রাপ্ত কর্মকর্তা (জে.এম.শাখা)	[359, 656, 450, 664]
notice-date: তারিখঃ ২০/০২/২৩	[408, 102, 464, 110]
signature-title: অতিরিক্ত চীফ মেট্রোপলিটন ম্যাজিস্ট্রেট	[566, 1350, 675, 1358]
notice-para-2: এবং অত্র আদালতে বিশ্বাস করিবার কারণ রহিয়াছে যে, অত্র আদালতে বিচারার্থে উক্ত আসামী লোপর্ণ/গ্রেফতার এড়াইবার জন্য পলাতক রহিয়াছে বা আত্মগোপন করিয়াছে এবং উক্ত আসামীকে শীঘ্রই গ্রেফতার করিবার সম্ভাবনা নাই।	[489, 1202, 689, 1227]
notice-ref-row	[264, 1156, 464, 1168]
notice-ref-row	[714, 1156, 914, 1168]
notice-para-3: এক্ষণে যেহেতু, কার্যবিধি ৩৩৯ বি (১) ধারার বিধান অনুযায়ী উক্ত আসামীকে নিম্ন তফসিলে তাহার নামের পার্শ্বে লিখিত মামলা বিচারের জন্য আদেশ জারী হইবার ১০ দিনের মধ্যে বিজ্ঞ এম.এম আদালত নং-১৫এ হাজির হইবার নির্দেশ দেওয়া যাইতেছে। অন্যথায় তাহার অনুপস্থিতিতে বিচার কার্য সমাধা করা হইবে।	[264, 1232, 464, 1266]
notice-office: চীফ মেট্রোপলিটন ম্যাজিস্ট্রেট এর কার্যালয়	[497, 1124, 681, 1137]
schedule-table	[264, 236, 464, 287]
notice-ref: স্মারক নং-২০৩৫	[714, 806, 762, 814]
col-case: মামলার নম্বর ও ধারা	[149, 941, 239, 954]
notice-para-3: এক্ষণে যেহেতু, কার্যবিধি ৩৩৯ বি (১) ধারার বিধান অনুযায়ী উক্ত আসামীকে নিম্ন তফসিলে তাহার নামের পার্শ্বে লিখিত মামলা বিচারের জন্য আদেশ জারী হইবার ১০ দিনের মধ্যে বিজ্ঞ এম.এম আদালত নং-১৫এ হাজির হইবার নির্দেশ দেওয়া যাইতেছে। অন্যথায় তাহার অনুপস্থিতিতে বিচার কার্য সমাধা করা হইবে।	[714, 528, 914, 562]
notice-para-3: এক্ষণে যেহেতু, কার্যবিধি ৩৩৯ বি (১) ধারার বিধান অনুযায়ী উক্ত আসামীকে নিম্ন তফসিলে তাহার নামের পার্শ্বে লিখিত মামলা বিচারের জন্য আদেশ জারী হইবার ১০ দিনের মধ্যে বিজ্ঞ এম.এম আদালত নং-১৫এ হাজির হইবার নির্দেশ দেওয়া যাইতেছে। অন্যথায় তাহার অনুপস্থিতিতে বিচার কার্য সমাধা করা হইবে।	[264, 880, 464, 914]
signature-block	[489, 309, 689, 329]
notice-para-3: এক্ষণে যেহেতু, কার্যবিধি ৩৩৯ বি (১) ধারার বিধান অনুযায়ী উক্ত আসামীকে নিম্ন তফসিলে তাহার নামের পার্শ্বে লিখিত মামলা বিচারের জন্য আদেশ জারী হইবার ১০ দিনের মধ্যে বিজ্ঞ এম.এম আদালত নং-১৫এ হাজির হইবার নির্দেশ দেওয়া যাইতেছে। অন্যথায় তাহার অনুপস্থিতিতে বিচার কার্য সমাধা করা হইবে।	[39, 176, 239, 210]
notice-card	[707, 1102, 921, 1442]
table-header-row	[265, 941, 464, 954]
notice-ref-row	[489, 804, 689, 816]
notice-office: চীফ মেট্রোপলিটন ম্যাজিস্ট্রেট এর কার্যালয়	[497, 420, 681, 433]
accused-details: মোঃ কাজেম শেখ, পিতাঃ বিজাউ শেখ, প্রো: সাবু ইলেকট্রনিক্স, সাং-বাজিয়া বানবাড়া, ডাকঘরঃ গাইবান্ধা-৫৭০০, থানাঃ গাইবান্ধা সদর, জেলাঃ গাইবান্ধা।	[265, 602, 374, 639]
notice-ref-row	[264, 452, 464, 464]
col-accused: আসামীর নাম ও ঠিকানা	[40, 1293, 149, 1306]
schedule-table	[714, 940, 914, 991]
notice-card	[482, 1102, 696, 1442]
notice-ref: স্মারক নং-২০২৮	[39, 454, 87, 462]
signature-officer: ভারপ্রাপ্ত কর্মকর্তা (জে.এম.শাখা)	[584, 1360, 675, 1368]
schedule-heading: তফসিল	[573, 570, 605, 581]
signature-officer: ভারপ্রাপ্ত কর্মকর্তা (জে.এম.শাখা)	[359, 1016, 450, 1024]
schedule-table	[714, 236, 914, 295]
notice-para-1: যেহেতু, নিম্ন তফসিলে উল্লেখিত আসামীর বিরুদ্ধে গ্রেফতারী পরোয়ানা জারী রহিয়াছে এবং যেহেতু ফৌজদারী কার্যবিধি ১৮৯৮ এর ৮৭ ধারা এবং ৮৮ ধারার বিধান মোতাবেক উক্ত আসামীর বিরুদ্ধে কার্যক্রম গ্রহণ করা হইয়াছে।	[39, 468, 239, 493]
logo-name: ভোরের দর্পণ	[806, 17, 919, 43]
signature-title: অতিরিক্ত চীফ মেট্রোপলিটন ম্যাজিস্ট্রেট	[791, 1358, 900, 1366]
notice-code: পি-৩৬৩/২৩	[264, 724, 294, 731]
schedule-heading: তফসিল	[123, 218, 155, 229]
notice-city: ঢাকা।	[800, 434, 828, 448]
notice-date: তারিখঃ ২০/০২/২৩	[183, 454, 239, 462]
col-accused: আসামীর নাম ও ঠিকানা	[265, 941, 374, 954]
table-header-row	[40, 1293, 239, 1306]
notice-code: পি-৩৭০/২৩	[39, 1428, 69, 1435]
col-accused: আসামীর নাম ও ঠিকানা	[490, 1293, 599, 1306]
table-header-row	[715, 941, 914, 954]
signature-block	[489, 989, 689, 1009]
newspaper-logo	[807, 2, 919, 50]
schedule-table	[489, 588, 689, 639]
table-row	[715, 250, 914, 295]
notice-para-1: যেহেতু, নিম্ন তফসিলে উল্লেখিত আসামীর বিরুদ্ধে গ্রেফতারী পরোয়ানা জারী রহিয়াছে এবং যেহেতু ফৌজদারী কার্যবিধি ১৮৯৮ এর ৮৭ ধারা এবং ৮৮ ধারার বিধান মোতাবেক উক্ত আসামীর বিরুদ্ধে কার্যক্রম গ্রহণ করা হইয়াছে।	[714, 468, 914, 493]
notice-gov: গণপ্রজাতন্ত্রী বাংলাদেশ সরকার	[518, 756, 660, 770]
notice-gov: গণপ্রজাতন্ত্রী বাংলাদেশ সরকার	[518, 404, 660, 418]
notice-office: চীফ মেট্রোপলিটন ম্যাজিস্ট্রেট এর কার্যালয়	[722, 420, 906, 433]
schedule-heading: তফসিল	[798, 1274, 830, 1285]
notice-code: পি-৩৬৮/২৩	[489, 1076, 519, 1083]
accused-details: মোঃ কামাল হোসেন তালুকদার, পিতাঃ জলিল তালুকদার, সাং-মাদারীজ হালিশহর, ডাকঘরঃ নৌইসল কলোনী-৪২১৮, থানাঃ চট্টগ্রাম সদর, জেলাঃ চট্টগ্রাম।	[40, 602, 149, 639]
schedule-heading: তফসিল	[573, 922, 605, 933]
accused-details: মোঃ কামাল উদ্দিন, পিতাঃ নুরুল হক বাহাদুর, সাং-নাবরী, ডাকঘরঃ বারখিল-৭১১০, থানাঃ বাড়ী, জেলাঃ মেহেরপুর।	[40, 954, 149, 991]
notice-city: ঢাকা।	[800, 786, 828, 800]
accused-details: মোছাঃ আসমা খাতুন, পিতাঃ আমিরুল আলী, স্বামীঃ আব্দুল রহিম, সাং-নাসপানী, ডাকঘরঃ মুন ত্রিবনী-৭৩২০ ধানা শৈলকুপা, জেলাঃ ঝিনাইদহ।	[40, 250, 149, 287]
notice-date: তারিখঃ ২০/০২/২৩	[633, 1158, 689, 1166]
notice-para-2: এবং অত্র আদালতে বিশ্বাস করিবার কারণ রহিয়াছে যে, অত্র আদালতে বিচারার্থে উক্ত আসামী লোপর্ণ/গ্রেফতার এড়াইবার জন্য পলাতক রহিয়াছে বা আত্মগোপন করিয়াছে এবং উক্ত আসামীকে শীঘ্রই গ্রেফতার করিবার সম্ভাবনা নাই।	[39, 850, 239, 875]
